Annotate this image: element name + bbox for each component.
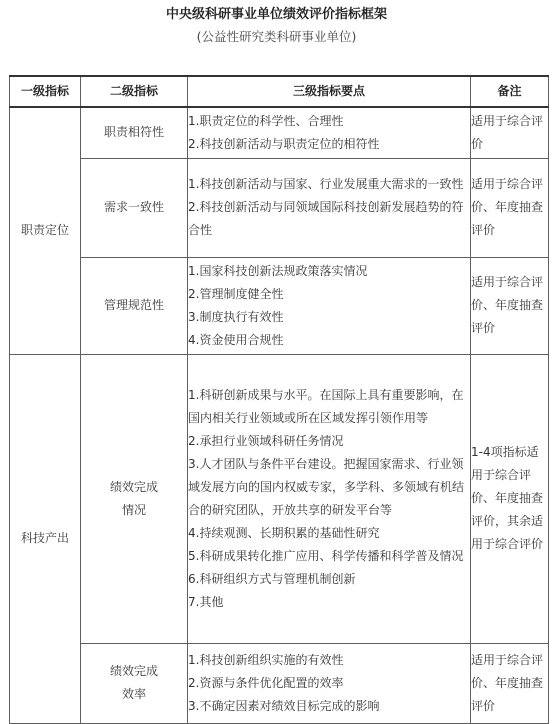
- level2-label: 绩效完成效率: [109, 664, 158, 701]
- point-item: 2.承担行业领域科研任务情况: [188, 433, 344, 448]
- point-item: 1.科技创新组织实施的有效性: [188, 652, 344, 667]
- points-cell: [188, 158, 471, 257]
- note-cell: 1-4项指标适用于综合评价、年度抽查评价，其余适用于综合评价: [471, 354, 549, 643]
- point-item: 2.资源与条件优化配置的效率: [188, 675, 344, 690]
- point-item: 2.管理制度健全性: [188, 286, 284, 301]
- table-body: [10, 107, 549, 723]
- points-cell: [188, 257, 471, 354]
- level1-cell: 职责定位: [10, 107, 81, 354]
- table-header: [10, 76, 549, 107]
- point-item: 4.持续观测、长期积累的基础性研究: [188, 525, 380, 540]
- point-item: 3.制度执行有效性: [188, 309, 284, 324]
- point-item: 2.科技创新活动与职责定位的相符性: [188, 136, 380, 151]
- point-item: 7.其他: [188, 594, 224, 609]
- point-item: 3.人才团队与条件平台建设。把握国家需求、行业领域发展方向的国内权威专家，多学科、多领域有机结合的研究团队，开放共享的研发平台等: [188, 456, 465, 517]
- point-item: 4.资金使用合规性: [188, 332, 284, 347]
- level2-cell: 需求一致性: [81, 158, 188, 257]
- table-row: [10, 257, 549, 354]
- header-level3-points: 三级指标要点: [188, 76, 471, 107]
- point-item: 1.国家科技创新法规政策落实情况: [188, 263, 368, 278]
- note-cell: 适用于综合评价: [471, 107, 549, 158]
- points-cell: [188, 354, 471, 643]
- header-level1: 一级指标: [10, 76, 81, 107]
- point-item: 6.科研组织方式与管理机制创新: [188, 571, 356, 586]
- level1-cell: 科技产出: [10, 354, 81, 723]
- level2-cell: 职责相符性: [81, 107, 188, 158]
- table-row: [10, 354, 549, 643]
- point-item: 1.科研创新成果与水平。在国际上具有重要影响，在国内相关行业领域或所在区域发挥引领作用等: [188, 387, 464, 425]
- level2-cell: [81, 354, 188, 643]
- table-row: [10, 158, 549, 257]
- header-level2: 二级指标: [81, 76, 188, 107]
- table-row: [10, 643, 549, 723]
- header-notes: 备注: [471, 76, 549, 107]
- point-item: 1.科技创新活动与国家、行业发展重大需求的一致性: [188, 177, 464, 191]
- header-row: [10, 76, 549, 107]
- note-cell: 适用于综合评价、年度抽查评价: [471, 257, 549, 354]
- points-cell: [188, 107, 471, 158]
- document-title: 中央级科研事业单位绩效评价指标框架: [165, 7, 387, 22]
- point-item: 3.不确定因素对绩效目标完成的影响: [188, 698, 380, 713]
- note-cell: 适用于综合评价、年度抽查评价: [471, 158, 549, 257]
- point-item: 1.职责定位的科学性、合理性: [188, 113, 344, 128]
- table-row: [10, 107, 549, 158]
- level2-label: 绩效完成情况: [109, 479, 158, 517]
- indicator-framework-table: [9, 75, 549, 724]
- point-item: 5.科研成果转化推广应用、科学传播和科学普及情况: [188, 548, 464, 563]
- level2-cell: 管理规范性: [81, 257, 188, 354]
- points-cell: [188, 643, 471, 723]
- note-cell: 适用于综合评价、年度抽查评价: [471, 643, 549, 723]
- point-item: 2.科技创新活动与同领域国际科技创新发展趋势的符合性: [188, 200, 464, 237]
- document-subtitle: (公益性研究类科研事业单位): [196, 29, 357, 44]
- level2-cell: [81, 643, 188, 723]
